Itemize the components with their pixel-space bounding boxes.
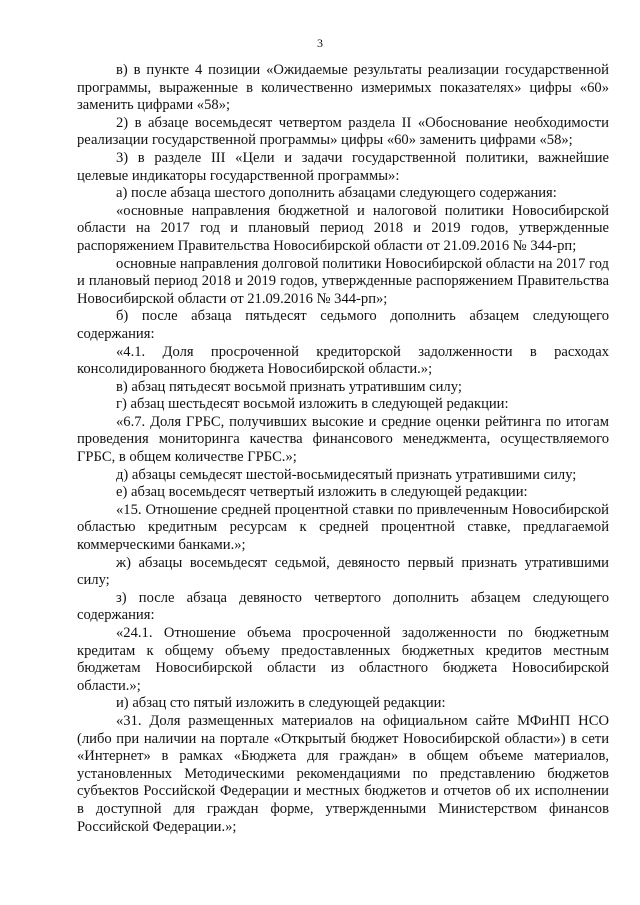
paragraph: основные направления долговой политики Новосибирской области на 2017 год и плановый период 2018 и 2019 годов, утвержденные распоряжением Правительства Новосибирской области от 21.09.2016 № 344-рп»; <box>77 255 609 307</box>
paragraph: е) абзац восемьдесят четвертый изложить в следующей редакции: <box>116 484 528 501</box>
paragraph: «15. Отношение средней процентной ставки по привлеченным Новосибирской областью кредитным ресурсам к средней процентной ставке, предлагаемой коммерческими банками.»; <box>77 501 609 554</box>
paragraph: а) после абзаца шестого дополнить абзацами следующего содержания: <box>116 185 557 202</box>
paragraph: «6.7. Доля ГРБС, получивших высокие и средние оценки рейтинга по итогам проведения мониторинга качества финансового менеджмента, осуществляемого ГРБС, в общем количестве ГРБС.»; <box>77 413 609 466</box>
paragraph: з) после абзаца девяносто четвертого дополнить абзацем следующего содержания: <box>77 589 609 624</box>
paragraph: в) абзац пятьдесят восьмой признать утратившим силу; <box>116 378 462 395</box>
paragraph: «4.1. Доля просроченной кредиторской задолженности в расходах консолидированного бюджета Новосибирской области.»; <box>77 343 609 378</box>
page-number: 3 <box>317 36 323 50</box>
paragraph: и) абзац сто пятый изложить в следующей редакции: <box>116 695 446 712</box>
paragraph: 3) в разделе III «Цели и задачи государственной политики, важнейшие целевые индикаторы государственной программы»: <box>77 149 609 184</box>
paragraph: 2) в абзаце восемьдесят четвертом раздела II «Обоснование необходимости реализации государственной программы» цифры «60» заменить цифрами «58»; <box>77 114 609 149</box>
paragraph: «основные направления бюджетной и налоговой политики Новосибирской области на 2017 год и плановый период 2018 и 2019 годов, утвержденные распоряжением Правительства Новосибирской области от 21.09.2016 № 344-рп; <box>77 202 609 254</box>
document-body <box>77 62 609 836</box>
paragraph: в) в пункте 4 позиции «Ожидаемые результаты реализации государственной программы, выраженные в количественно измеримых показателях» цифры «60» заменить цифрами «58»; <box>77 62 609 114</box>
paragraph: «24.1. Отношение объема просроченной задолженности по бюджетным кредитам к общему объему предоставленных бюджетных кредитов местным бюджетам Новосибирской области из областного бюджета Новосибирской области.»; <box>77 625 609 694</box>
paragraph: «31. Доля размещенных материалов на официальном сайте МФиНП НСО (либо при наличии на портале «Открытый бюджет Новосибирской области») в сети «Интернет» в рамках «Бюджета для граждан» в общем объеме материалов, установленных Методическими рекомендациями по представлению бюджетов субъектов Российской Федерации и местных бюджетов и отчетов об их исполнении в доступной для граждан форме, утвержденными Министерством финансов Российской Федерации.»; <box>77 712 609 835</box>
paragraph: ж) абзацы восемьдесят седьмой, девяносто первый признать утратившими силу; <box>77 554 609 589</box>
paragraph: б) после абзаца пятьдесят седьмого дополнить абзацем следующего содержания: <box>77 308 609 342</box>
paragraph: д) абзацы семьдесят шестой-восьмидесятый признать утратившими силу; <box>116 466 577 483</box>
paragraph: г) абзац шестьдесят восьмой изложить в следующей редакции: <box>116 396 509 413</box>
